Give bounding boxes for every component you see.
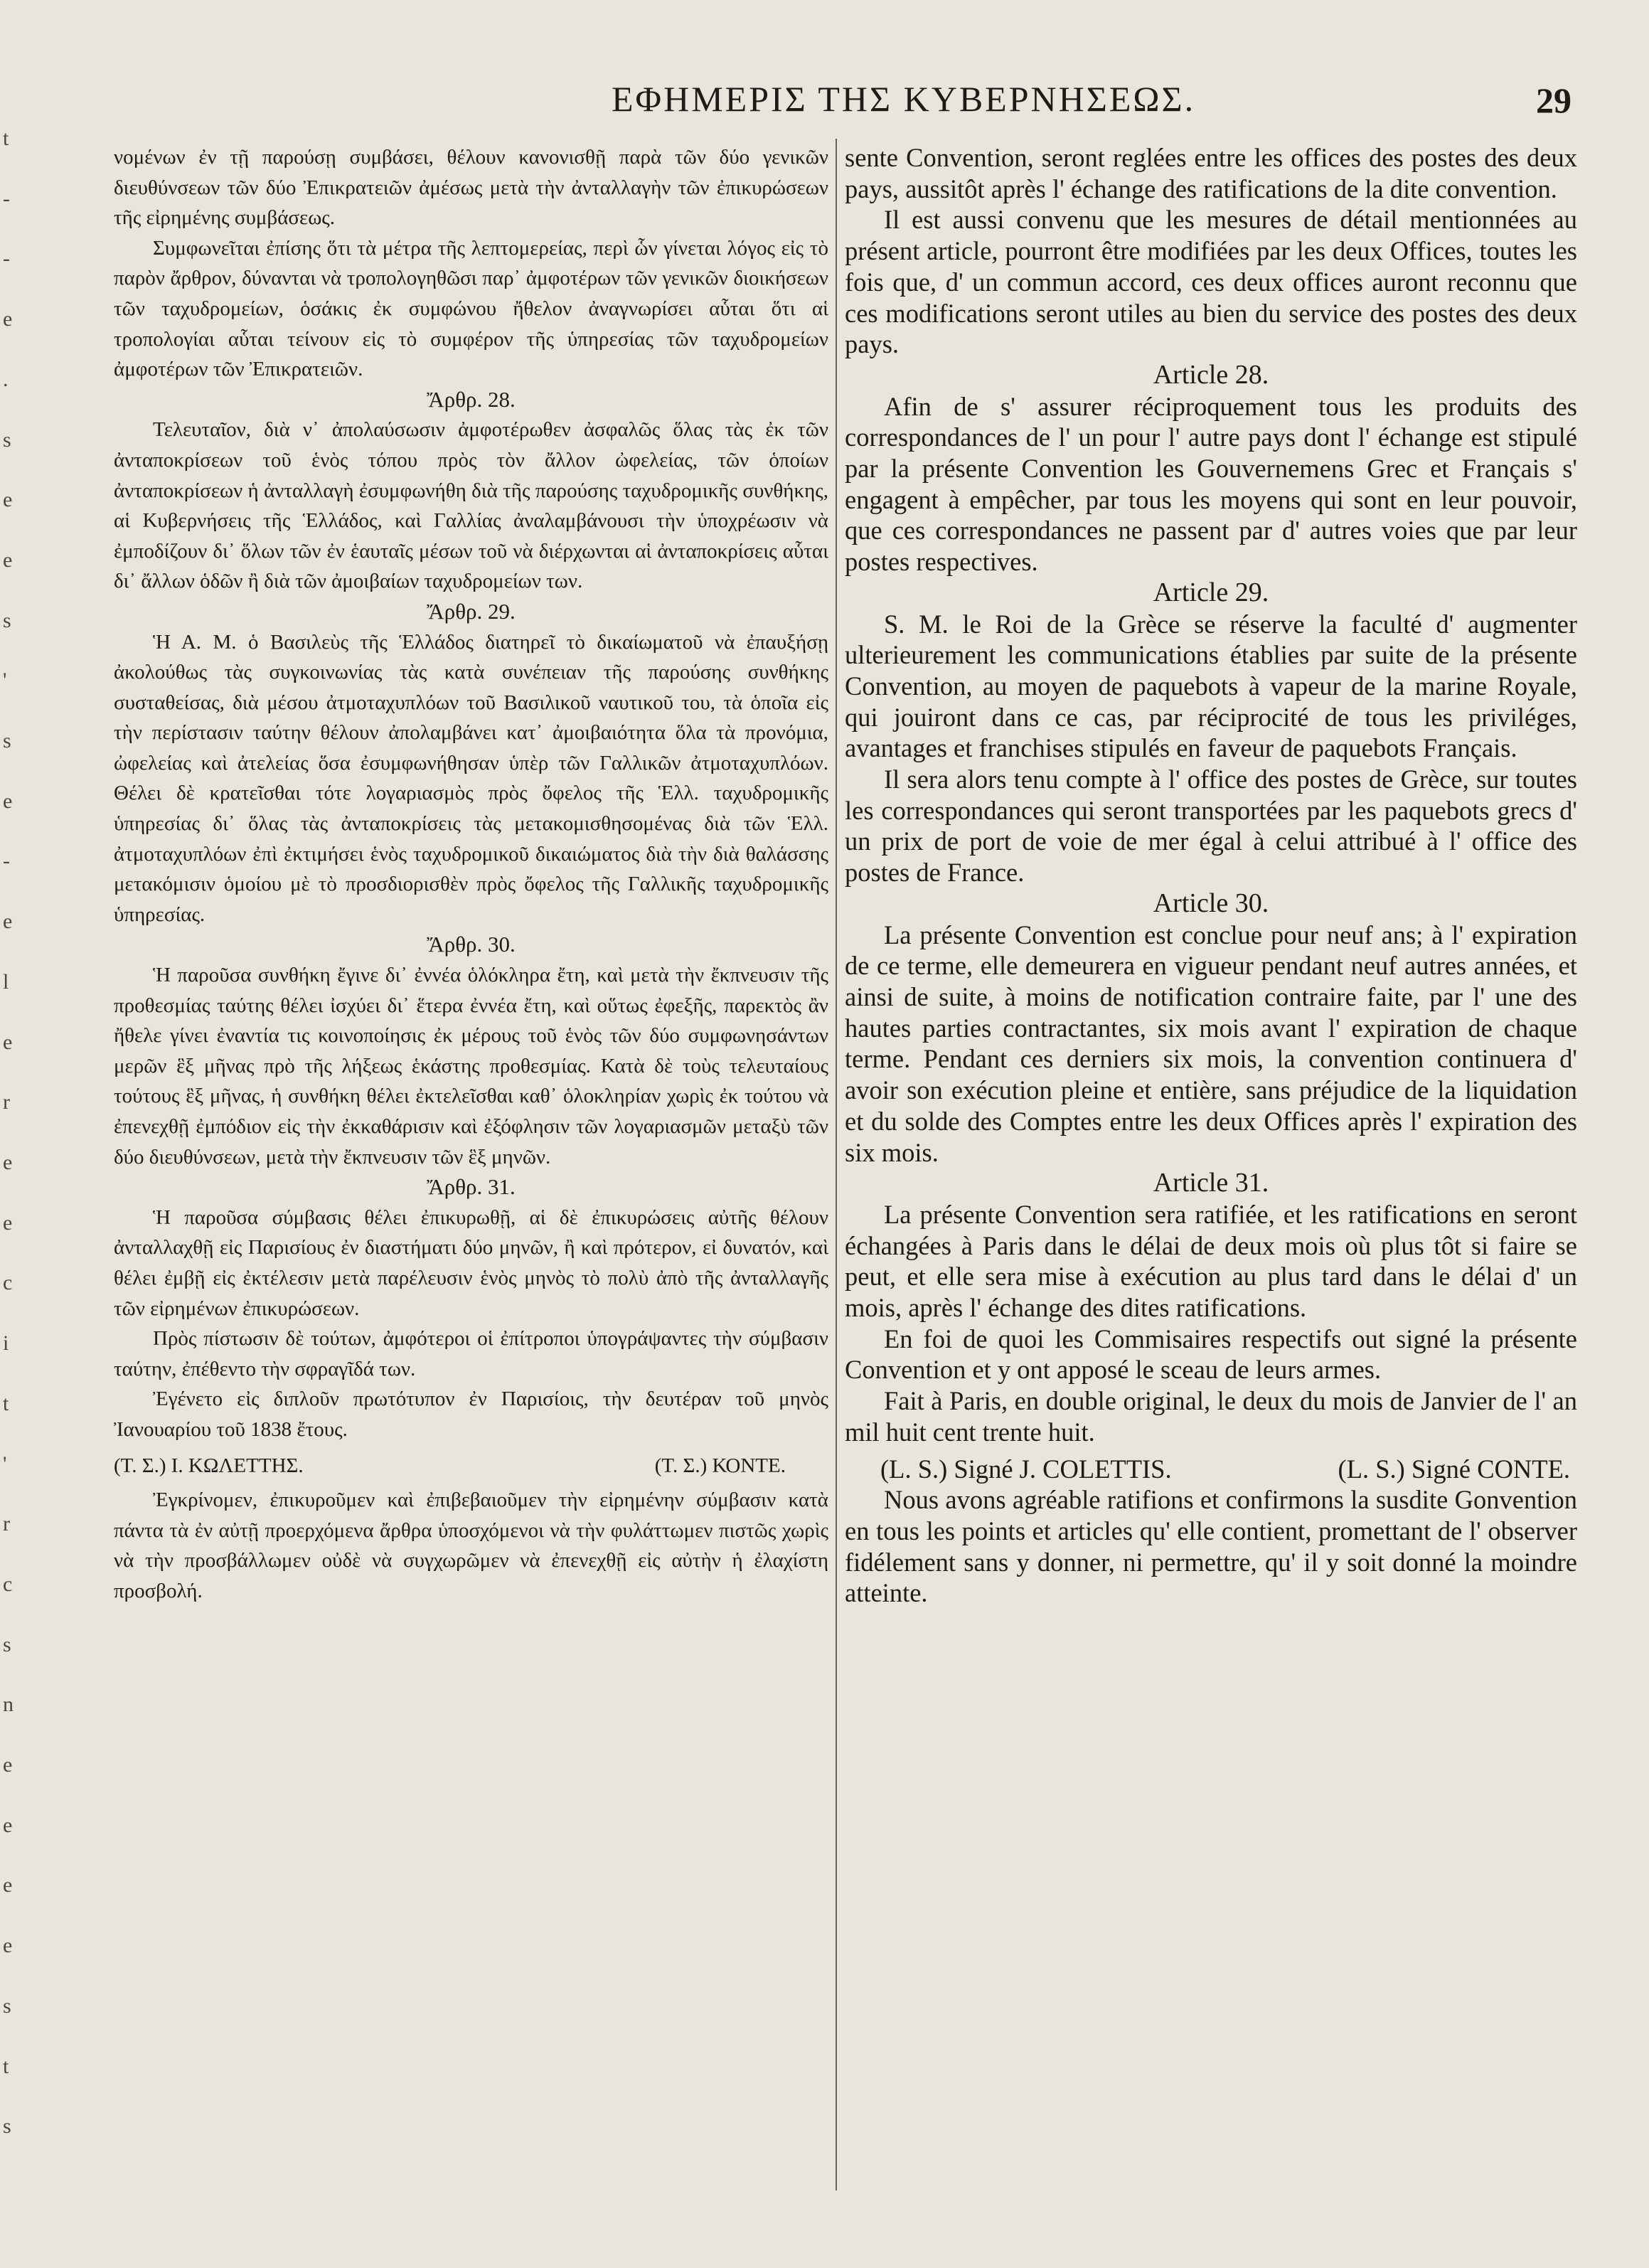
french-paragraph: Nous avons agréable ratifions et confirmons la susdite Gonvention en tous les points et articles qu' elle contient, promettant de l' observer fidélement sans y donner, ni permettre, qu' il y soit donné la moindre atteinte. xyxy=(845,1485,1577,1608)
french-paragraph: Il est aussi convenu que les mesures de détail mentionnées au présent article, pourront être modifiées par les deux Offices, toutes les fois que, d' un commun accord, ces deux offices auront reconnu que ces modifications seront utiles au bien du service des postes des deux pays. xyxy=(845,205,1577,359)
margin-letter: i xyxy=(3,1331,9,1355)
margin-letter: e xyxy=(3,488,13,511)
french-signatures xyxy=(845,1454,1577,1485)
margin-letter: e xyxy=(3,1873,13,1897)
french-paragraph: Afin de s' assurer réciproquement tous les produits des correspondances de l' un pour l' autre pays dont l' échange est stipulé par la présente Convention les Gouvernemens Grec et Français s' engagent à empêcher, par tous les moyens qui sont en leur pouvoir, que ces correspondances ne passent par d' autres voies que par leur postes respectives. xyxy=(845,391,1577,577)
margin-letter: s xyxy=(3,428,11,452)
greek-paragraph: Συμφωνεῖται ἐπίσης ὅτι τὰ μέτρα τῆς λεπτομερείας, περὶ ὧν γίνεται λόγος εἰς τὸ παρὸν ἄρθρον, δύνανται νὰ τροπολογηθῶσι παρ᾽ ἀμφοτέρων τῶν γενικῶν διοικήσεων τῶν ταχυδρομείων, ὁσάκις ἐκ συμφώνου ἤθελον ἀναγνωρίσει αὗται ὅτι αἱ τροπολογίαι αὗται τείνουν εἰς τὸ συμφέρον τῆς ὑπηρεσίας τῶν ταχυδρομείων ἀμφοτέρων τῶν Ἐπικρατειῶν. xyxy=(114,236,828,381)
margin-letter: e xyxy=(3,910,13,933)
page-header-title: ΕΦΗΜΕΡΙΣ ΤΗΣ ΚΥΒΕΡΝΗΣΕΩΣ. xyxy=(612,79,1196,119)
margin-letter: . xyxy=(3,368,9,391)
greek-article-heading: Ἄρθρ. 30. xyxy=(427,932,516,957)
margin-letter: e xyxy=(3,789,13,813)
greek-paragraph: Τελευταῖον, διὰ ν᾽ ἀπολαύσωσιν ἀμφοτέρωθεν ἀσφαλῶς ὅλας τὰς ἐκ τῶν ἀνταποκρίσεων τοῦ ἑνὸς τόπου πρὸς τὸν ἄλλον ὠφελείας, τῶν ὁποίων ἀνταποκρίσεων ἡ ἀνταλλαγὴ ἐσυμφωνήθη διὰ τῆς παρούσης ταχυδρομικῆς συνθήκης, αἱ Κυβερνήσεις τῆς Ἑλλάδος, καὶ Γαλλίας ἀναλαμβάνουσι τὴν ὑποχρέωσιν νὰ ἐμποδίζουν δι᾽ ὅλων τῶν ἐν ἑαυταῖς μέσων τοῦ νὰ διέρχωνται αἱ ἀνταποκρίσεις αὗται δι᾽ ἄλλων ὁδῶν ἢ διὰ τῶν ἀμοιβαίων ταχυδρομείων των. xyxy=(114,418,828,593)
french-article-heading: Article 29. xyxy=(1153,577,1269,607)
margin-letter: - xyxy=(3,849,10,873)
margin-letter: s xyxy=(3,729,11,752)
greek-paragraph: Ἐγκρίνομεν, ἐπικυροῦμεν καὶ ἐπιβεβαιοῦμεν τὴν εἰρημένην σύμβασιν κατὰ πάντα τὰ ἐν αὐτῇ προερχόμενα ἄρθρα ὑποσχόμενοι νὰ τὴν φυλάττωμεν πιστῶς χωρὶς νὰ τὴν προσβάλλωμεν οὐδὲ νὰ συγχωρῶμεν νὰ ἐπενεχθῇ εἰς αὐτὴν ἡ ἐλαχίστη προσβολή. xyxy=(114,1489,828,1602)
margin-letter: c xyxy=(3,1572,13,1596)
greek-article-heading: Ἄρθρ. 28. xyxy=(427,386,516,412)
french-paragraph: Il sera alors tenu compte à l' office des postes de Grèce, sur toutes les correspondances qui seront transportées par les paquebots grecs d' un prix de port de voie de mer égal à celui attribué à l' office des postes de France. xyxy=(845,765,1577,888)
margin-letter: e xyxy=(3,548,13,572)
french-article-heading: Article 31. xyxy=(1153,1168,1269,1198)
margin-letter: l xyxy=(3,970,9,994)
margin-letter: s xyxy=(3,1633,11,1656)
margin-letter: e xyxy=(3,1814,13,1837)
french-paragraph: S. M. le Roi de la Grèce se réserve la faculté d' augmenter ulterieurement les communications établies par suite de la présente Convention, au moyen de paquebots à vapeur de la marine Royale, qui jouiront dans ce cas, par réciprocité de tous les priviléges, avantages et franchises stipulés en faveur de paquebots Français. xyxy=(845,609,1577,763)
margin-letter: n xyxy=(3,1693,14,1716)
greek-paragraph: Ἡ παροῦσα συνθήκη ἔγινε δι᾽ ἐννέα ὁλόκληρα ἔτη, καὶ μετὰ τὴν ἔκπνευσιν τῆς προθεσμίας ταύτης θέλει ἰσχύει δι᾽ ἕτερα ἐννέα ἔτη, καὶ οὕτως ἐφεξῆς, παρεκτὸς ἂν ἤθελε γίνει ἐναντία τις κοινοποίησις ἐκ μέρους τοῦ ἑνὸς τῶν δύο συμφωνησάντων μερῶν ἓξ μῆνας πρὸ τῆς λήξεως ἑκάστης προθεσμίας. Κατὰ δὲ τοὺς τελευταίους τούτους ἓξ μῆνας, ἡ συνθήκη θέλει ἐκτελεῖσθαι καθ᾽ ὁλοκληρίαν χωρὶς ἐκ τούτου νὰ ἐπενεχθῇ ἐμπόδιον εἰς τὴν ἐκκαθάρισιν καὶ ἐξόφλησιν τῶν λογαριασμῶν μεταξὺ τῶν δύο διευθύνσεων, μετὰ τὴν ἔκπνευσιν τῶν ἓξ μηνῶν. xyxy=(114,964,828,1168)
margin-letter: e xyxy=(3,1211,13,1235)
margin-letter: - xyxy=(3,247,10,270)
margin-letter: e xyxy=(3,307,13,331)
french-paragraph: sente Convention, seront reglées entre les offices des postes des deux pays, aussitôt après l' échange des ratifications de la dite convention. xyxy=(845,143,1577,203)
margin-letter: s xyxy=(3,2114,11,2138)
page-number: 29 xyxy=(1536,80,1571,120)
greek-paragraph: Ἡ παροῦσα σύμβασις θέλει ἐπικυρωθῇ, αἱ δὲ ἐπικυρώσεις αὐτῆς θέλουν ἀνταλλαχθῇ εἰς Παρισίους ἐν διαστήματι δύο μηνῶν, ἢ καὶ πρότερον, εἰ δυνατόν, καὶ θέλει ἐμβῇ εἰς ἐκτέλεσιν μετὰ παρέλευσιν ἑνὸς μηνὸς τὸ πολὺ ἀπὸ τῆς ἀνταλλαγῆς τῶν εἰρημένων ἐπικυρώσεων. xyxy=(114,1205,828,1320)
margin-letter: c xyxy=(3,1271,13,1294)
margin-letter: t xyxy=(3,1392,9,1415)
french-signature-left: (L. S.) Signé J. COLETTIS. xyxy=(880,1454,1172,1484)
greek-signatures xyxy=(114,1451,828,1481)
greek-signature-left: (Τ. Σ.) Ι. ΚΩΛΕΤΤΗΣ. xyxy=(114,1454,304,1477)
greek-article-heading: Ἄρθρ. 31. xyxy=(427,1174,516,1200)
greek-column xyxy=(114,142,828,1607)
french-paragraph: Fait à Paris, en double original, le deux du mois de Janvier de l' an mil huit cent trente huit. xyxy=(845,1386,1577,1447)
left-margin-bleed xyxy=(0,128,20,2190)
french-article-heading: Article 30. xyxy=(1153,888,1269,918)
french-article-heading: Article 28. xyxy=(1153,359,1269,390)
margin-letter: e xyxy=(3,1753,13,1777)
margin-letter: r xyxy=(3,1512,10,1535)
greek-paragraph: Πρὸς πίστωσιν δὲ τούτων, ἀμφότεροι οἱ ἐπίτροποι ὑπογράψαντες τὴν σύμβασιν ταύτην, ἐπέθεντο τὴν σφραγῖδά των. xyxy=(114,1327,828,1380)
margin-letter: t xyxy=(3,127,9,150)
french-column xyxy=(845,142,1577,1609)
margin-letter: ' xyxy=(3,1452,7,1476)
margin-letter: t xyxy=(3,2055,9,2078)
column-divider xyxy=(836,139,837,2190)
margin-letter: s xyxy=(3,1994,11,2018)
french-paragraph: La présente Convention est conclue pour neuf ans; à l' expiration de ce terme, elle demeurera en vigueur pendant neuf autres années, et ainsi de suite, à moins de notification contraire faite, par l' une des hautes parties contractantes, six mois avant l' expiration de chaque terme. Pendant ces derniers six mois, la convention continuera d' avoir son exécution pleine et entière, sans préjudice de la liquidation et du solde des Comptes entre les deux Offices après l' expiration des six mois. xyxy=(845,920,1577,1167)
margin-letter: ' xyxy=(3,669,7,692)
greek-paragraph: νομένων ἐν τῇ παρούσῃ συμβάσει, θέλουν κανονισθῇ παρὰ τῶν δύο γενικῶν διευθύνσεων τῶν δύο Ἐπικρατειῶν ἀμέσως μετὰ τὴν ἀνταλλαγὴν τῶν ἐπικυρώσεων τῆς εἰρημένης συμβάσεως. xyxy=(114,146,828,230)
french-signature-right: (L. S.) Signé CONTE. xyxy=(1338,1454,1570,1484)
french-paragraph: La présente Convention sera ratifiée, et les ratifications en seront échangées à Paris dans le délai de deux mois où plus tôt si faire se peut, et elle sera mise à exécution au plus tard dans le délai d' un mois, après l' échange des dites ratifications. xyxy=(845,1199,1577,1323)
margin-letter: e xyxy=(3,1151,13,1174)
french-paragraph: En foi de quoi les Commisaires respectifs out signé la présente Convention et y ont apposé le sceau de leurs armes. xyxy=(845,1324,1577,1385)
greek-signature-right: (Τ. Σ.) ΚΟΝΤΕ. xyxy=(654,1454,786,1477)
margin-letter: e xyxy=(3,1031,13,1054)
margin-letter: - xyxy=(3,187,10,211)
greek-paragraph: Ἡ Α. Μ. ὁ Βασιλεὺς τῆς Ἑλλάδος διατηρεῖ τὸ δικαίωματοῦ νὰ ἐπαυξήσῃ ἀκολούθως τὰς συγκοινωνίας τὰς κατὰ συνέπειαν τῆς παρούσης συνθήκης συσταθείσας, διὰ μέσου ἀτμοταχυπλόων τοῦ Βασιλικοῦ ναυτικοῦ του, τὰ ὁποῖα εἰς τὴν περίστασιν ταύτην θέλουν ἀπολαμβάνει κατ᾽ ἀμοιβαιότητα ὅλα τὰ προνόμια, ὠφελείας καὶ ἀτελείας ὅσα ἐσυμφωνήθησαν ὑπὲρ τῶν Γαλλικῶν ἀτμοταχυπλόων. Θέλει δὲ κρατεῖσθαι τότε λογαριασμὸς πρὸς ὄφελος τῆς Ἑλλ. ταχυδρομικῆς ὑπηρεσίας δι᾽ ὅλας τὰς ἀνταποκρίσεις τὰς μετακομισθησομένας διὰ τῶν Ἑλλ. ἀτμοταχυπλόων ἐπὶ ἐκτιμήσει ἑνὸς ταχυδρομικοῦ δικαιώματος διὰ τὴν διὰ θαλάσσης μετακόμισιν ὁμοίου μὲ τὸ προσδιορισθὲν πρὸς ὄφελος τῆς Γαλλικῆς ταχυδρομικῆς ὑπηρεσίας. xyxy=(114,630,828,926)
margin-letter: r xyxy=(3,1090,10,1114)
greek-paragraph: Ἐγένετο εἰς διπλοῦν πρωτότυπον ἐν Παρισίοις, τὴν δευτέραν τοῦ μηνὸς Ἰανουαρίου τοῦ 1838 ἔτους. xyxy=(114,1388,828,1441)
margin-letter: e xyxy=(3,1934,13,1957)
margin-letter: s xyxy=(3,609,11,632)
greek-article-heading: Ἄρθρ. 29. xyxy=(427,598,516,624)
